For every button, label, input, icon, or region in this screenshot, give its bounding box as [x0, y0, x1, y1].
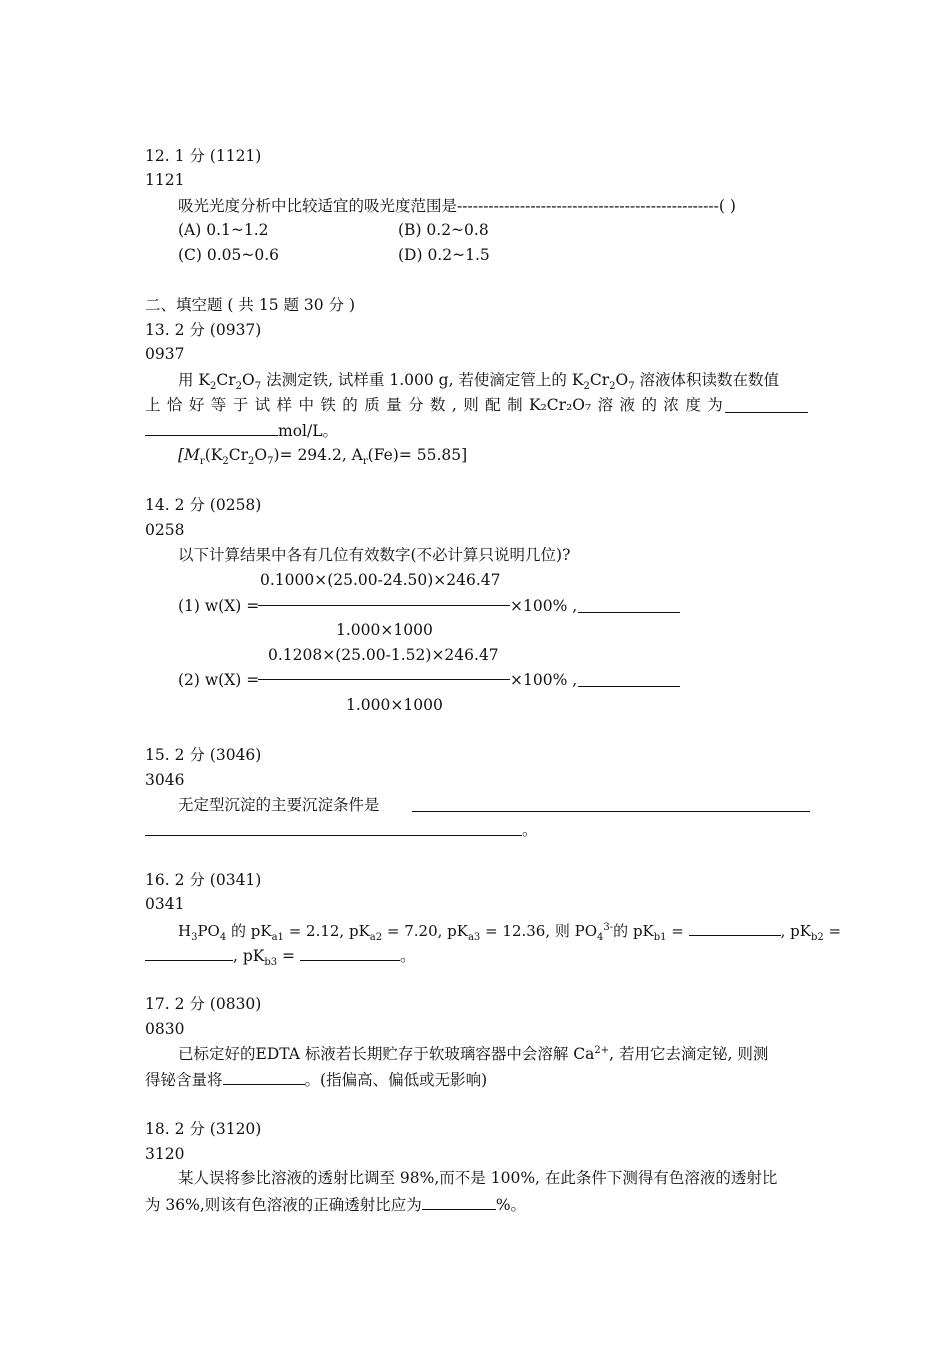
q12-header: 12. 1 分 (1121)	[145, 147, 262, 165]
q16-pkb2-blank[interactable]	[145, 945, 233, 961]
q16-line2: , $pK_{b3}$ = 。	[145, 945, 415, 966]
q17-line1: 已标定好的EDTA 标液若长期贮存于软玻璃容器中会溶解 $Ca^{2+}$, 若用它去滴定铋, 则测	[178, 1044, 769, 1063]
q16-code: 0341	[145, 895, 185, 913]
q16-pkb3-blank[interactable]	[300, 945, 400, 961]
q13-line2-token: 分	[408, 396, 424, 414]
q18-code: 3120	[145, 1145, 185, 1163]
q13-line3	[145, 420, 338, 441]
q14-f2-numerator: 0.1208×(25.00-1.52)×246.47	[268, 646, 499, 664]
q14-f2-tail: ×100% ,	[510, 671, 578, 689]
q15-answer-blank-a[interactable]	[412, 811, 810, 812]
q14-code: 0258	[145, 521, 185, 539]
q16-line1: $H_3PO_4$ 的 $pK_{a1} = 2.12$, $pK_{a2} = 7.20$, $pK_{a3} = 12.36$, 则 $PO_4^{3-}$的 $pK_{b1}$ = , $pK_{b2}$ =	[178, 922, 842, 943]
q13-answer-blank-b[interactable]	[145, 420, 278, 436]
q17-line2: 得铋含量将 。(指偏高、偏低或无影响)	[145, 1071, 488, 1089]
q12-code: 1121	[145, 171, 185, 189]
q13-line2-token: 溶	[597, 396, 614, 414]
q13-line2-token: 的	[641, 396, 657, 414]
q12-stem	[178, 196, 736, 216]
q14-stem: 以下计算结果中各有几位有效数字(不必计算只说明几位)?	[178, 546, 571, 564]
q14-header: 14. 2 分 (0258)	[145, 496, 262, 514]
q18-line1: 某人误将参比溶液的透射比调至 98%,而不是 100%, 在此条件下测得有色溶液的透射比	[178, 1169, 778, 1187]
section-title: 二、填空题 ( 共 15 题 30 分 )	[145, 296, 356, 314]
q18-line2: 为 36%,则该有色溶液的正确透射比应为 %。	[145, 1196, 527, 1214]
q18-header: 18. 2 分 (3120)	[145, 1120, 262, 1138]
q15-stem: 无定型沉淀的主要沉淀条件是	[178, 796, 380, 814]
q13-line1: 用 $K_2Cr_2O_7$ 法测定铁, 试样重 1.000 g, 若使滴定管上的 $K_2Cr_2O_7$ 溶液体积读数在数值	[178, 371, 780, 393]
q13-line2-token: 度	[685, 396, 701, 414]
q13-line2-token: 试	[254, 396, 271, 414]
q14-f1-denominator: 1.000×1000	[336, 621, 433, 639]
q13-line2-token: 于	[232, 396, 249, 414]
q12-option-b[interactable]: (B) 0.2~0.8	[398, 221, 489, 239]
q17-answer-blank[interactable]	[223, 1069, 305, 1085]
q14-f1-numerator: 0.1000×(25.00-24.50)×246.47	[260, 571, 501, 589]
q17-code: 0830	[145, 1020, 185, 1038]
q13-line2-token: 样	[276, 396, 293, 414]
q13-line2-token: 制	[507, 396, 523, 414]
q14-f2-fraction-bar	[258, 679, 510, 680]
q13-line2-token: K₂Cr₂O₇	[529, 396, 592, 414]
q14-f1-label: (1) w(X) =	[178, 597, 260, 615]
q13-line2-token: 等	[210, 396, 227, 414]
q17-header: 17. 2 分 (0830)	[145, 995, 262, 1013]
q12-option-d[interactable]: (D) 0.2~1.5	[398, 246, 490, 264]
q13-line2-token: 铁	[320, 396, 336, 414]
q16-header: 16. 2 分 (0341)	[145, 871, 262, 889]
q13-line2-token: 上	[145, 396, 161, 414]
q14-f1-fraction-bar	[258, 605, 510, 606]
q13-line2-token: 则	[463, 396, 479, 414]
q15-code: 3046	[145, 771, 185, 789]
q13-constants: [$M_r(K_2Cr_2O_7)= 294.2$, $A_r(Fe)= 55.85$]	[178, 446, 468, 468]
q13-header: 13. 2 分 (0937)	[145, 321, 262, 339]
q13-line2-token: 恰	[166, 396, 183, 414]
q13-line2-token: 中	[298, 396, 314, 414]
q12-option-c[interactable]: (C) 0.05~0.6	[178, 246, 280, 264]
q15-end: 。	[522, 821, 538, 839]
q13-line2	[145, 395, 723, 415]
q13-line2-token: 为	[707, 396, 723, 414]
q13-line2-token: 浓	[663, 396, 679, 414]
q12-stem-text: 吸光光度分析中比较适宜的吸光度范围是--------------------------------------------------	[178, 197, 719, 215]
q13-unit: mol/L。	[278, 422, 339, 440]
q14-f1-tail: ×100% ,	[510, 597, 578, 615]
q12-answer-paren[interactable]: ( )	[718, 197, 736, 215]
q13-code: 0937	[145, 345, 185, 363]
q14-f1-answer-blank[interactable]	[578, 612, 680, 613]
q13-line2-token: 的	[342, 396, 358, 414]
q14-f2-answer-blank[interactable]	[578, 686, 680, 687]
q13-line2-token: 配	[485, 396, 501, 414]
q12-option-a[interactable]: (A) 0.1~1.2	[178, 221, 269, 239]
q13-answer-blank-a[interactable]	[725, 412, 808, 413]
q18-answer-blank[interactable]	[422, 1194, 496, 1210]
q14-f2-label: (2) w(X) =	[178, 671, 260, 689]
q13-line2-token: 数	[429, 396, 446, 414]
q13-line2-token: 量	[386, 396, 402, 414]
q13-line2-token: 质	[364, 396, 380, 414]
q15-header: 15. 2 分 (3046)	[145, 746, 262, 764]
q13-line2-token: ,	[451, 396, 457, 414]
q13-line2-token: 好	[188, 396, 205, 414]
q14-f2-denominator: 1.000×1000	[346, 696, 443, 714]
q13-line2-token: 液	[619, 396, 636, 414]
q16-pkb1-blank[interactable]	[689, 920, 781, 936]
q15-answer-blank-b[interactable]	[145, 835, 522, 836]
